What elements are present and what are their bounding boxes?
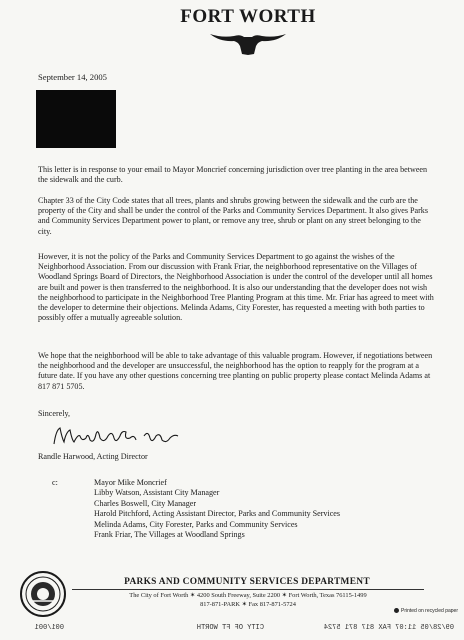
fax-sender: CITY OF FT WORTH	[196, 624, 264, 632]
signer-name: Randle Harwood, Acting Director	[38, 452, 148, 461]
longhorn-icon	[208, 28, 288, 56]
paragraph-4	[38, 351, 434, 392]
fax-timestamp: 09/28/05 11:07 FAX 817 871 5724	[323, 624, 454, 632]
cc-label: c:	[52, 478, 58, 487]
cc-item: Frank Friar, The Villages at Woodland Springs	[94, 530, 245, 540]
cc-item: Libby Watson, Assistant City Manager	[94, 488, 220, 498]
cc-item: Charles Boswell, City Manager	[94, 498, 197, 508]
recycled-paper-note	[394, 608, 458, 614]
cc-item: Melinda Adams, City Forester, Parks and Community Services	[94, 519, 298, 529]
department-name: PARKS AND COMMUNITY SERVICES DEPARTMENT	[124, 577, 370, 587]
recycled-text: Printed on recycled paper	[401, 608, 458, 614]
redacted-address-block	[36, 90, 116, 148]
fort-worth-logo	[168, 6, 328, 58]
cc-item: Harold Pitchford, Acting Assistant Director, Parks and Community Services	[94, 509, 341, 519]
city-seal-icon	[20, 571, 66, 622]
logo-text: FORT WORTH	[180, 6, 316, 27]
paragraph-text: Chapter 33 of the City Code states that all trees, plants and shrubs growing between the sidewalk and the curb are the property of the City and shall be under the control of the Parks and Community Services Department. It also gives Parks and Community Services Department power to plant, or remove any tree, shrub or plant on any street belonging to the city.	[38, 196, 428, 236]
paragraph-2	[38, 196, 434, 237]
closing: Sincerely,	[38, 409, 71, 418]
cc-list	[94, 478, 340, 540]
paragraph-1	[38, 165, 434, 185]
paragraph-text: However, it is not the policy of the Parks and Community Services Department to go against the wishes of the Neighborhood Association. From our discussion with Frank Friar, the neighborhood representative on the Villages of Woodland Springs Board of Directors, the Neighborhood Association is under the control of the developer until all homes are built and power is then transferred to the neighborhood. It is also our understanding that the developer does not wish the neighborhood to participate in the Neighborhood Tree Planting Program at this time. Mr. Friar has agreed to meet with the developer to determine their objections. Melinda Adams, City Forester, has requested a meeting with both parties to possibly offer a mutually agreeable solution.	[38, 252, 434, 323]
department-address: The City of Fort Worth ✶ 4200 South Freeway, Suite 2200 ✶ Fort Worth, Texas 76115-1499	[129, 592, 367, 599]
letter-date: September 14, 2005	[38, 72, 107, 82]
footer-divider	[72, 589, 424, 590]
fax-page-count: 001/001	[34, 624, 64, 632]
handwritten-signature	[50, 424, 190, 455]
fax-header-mirrored	[0, 624, 464, 636]
recycle-icon	[394, 608, 399, 613]
department-phone: 817-871-PARK ✶ Fax 817-871-5724	[200, 601, 296, 608]
cc-item: Mayor Mike Moncrief	[94, 478, 167, 487]
paragraph-3	[38, 252, 434, 323]
paragraph-text: We hope that the neighborhood will be able to take advantage of this valuable program. However, if negotiations between the neighborhood and the developer are unsuccessful, the neighborhood has the option to reapply for the program at a future date. If you have any other questions concerning tree planting on public property please contact Melinda Adams at 817 871 5705.	[38, 351, 433, 391]
paragraph-text: This letter is in response to your email to Mayor Moncrief concerning jurisdiction over tree planting in the area between the sidewalk and the curb.	[38, 165, 428, 185]
